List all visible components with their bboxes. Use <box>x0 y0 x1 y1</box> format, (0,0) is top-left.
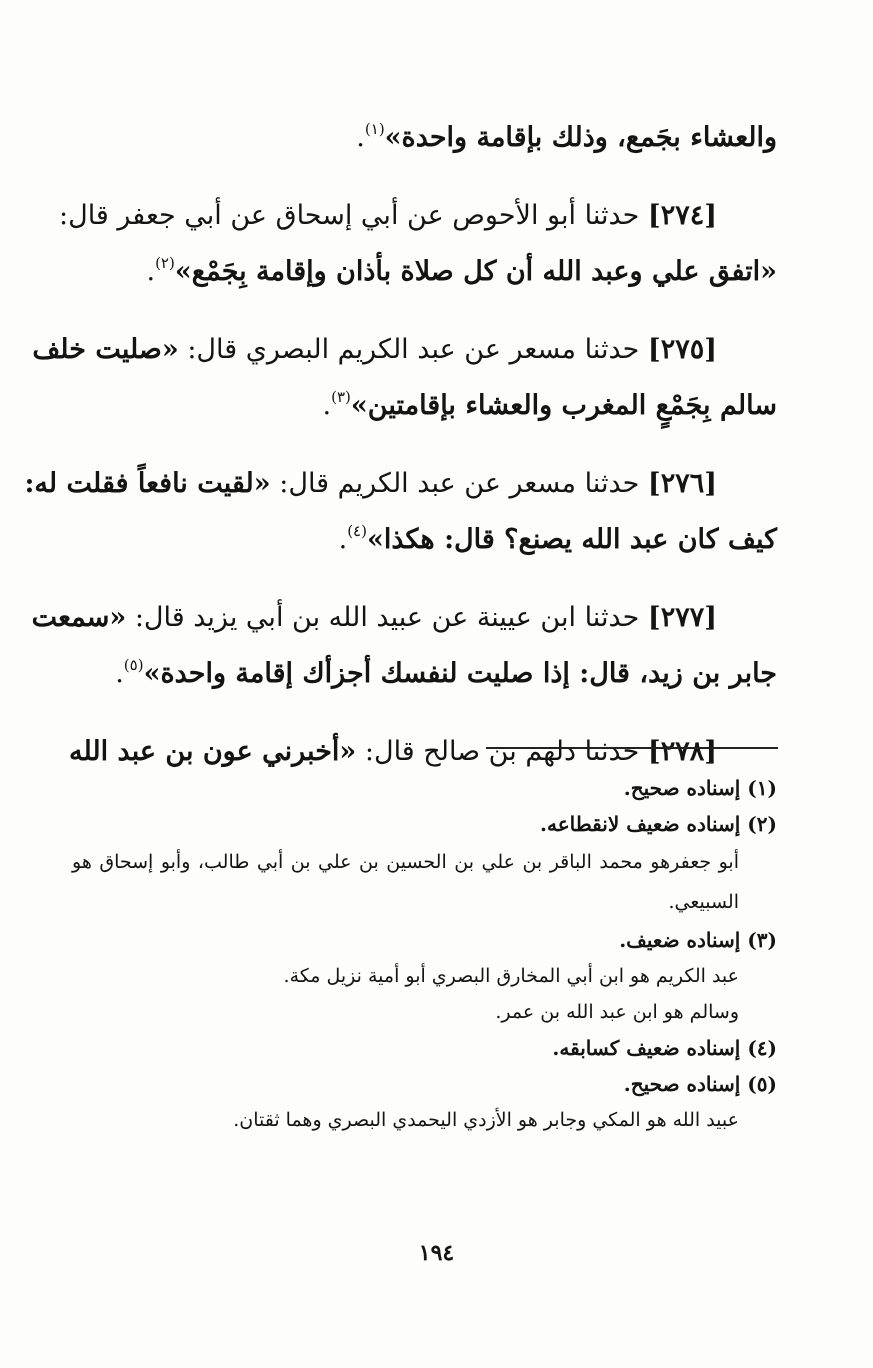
text-line <box>72 512 777 568</box>
bold-text: «لقيت نافعاً فقلت له: <box>24 468 271 499</box>
bold-text: «صليت خلف <box>32 334 179 365</box>
text: . <box>356 122 365 153</box>
footnote-ref: (٣) <box>331 388 351 406</box>
hadith-number: [٢٧٨] <box>647 736 717 767</box>
footnote-ref: (٤) <box>347 522 367 540</box>
hadith-number: [٢٧٤] <box>647 200 717 231</box>
paragraph-274 <box>58 188 777 300</box>
main-text <box>24 110 777 802</box>
footnote-3-detail: وسالم هو ابن عبد الله بن عمر. <box>495 1001 739 1023</box>
text-line <box>72 110 777 166</box>
text: . <box>115 658 124 689</box>
footnote-2: (٢) إسناده ضعيف لانقطاعه. <box>540 812 777 836</box>
footnote-5: (٥) إسناده صحيح. <box>623 1072 777 1096</box>
hadith-number: [٢٧٧] <box>647 602 717 633</box>
text: حدثنا مسعر عن عبد الكريم البصري قال: <box>178 334 648 365</box>
footnote-2-detail: أبو جعفرهو محمد الباقر بن علي بن الحسين بن علي بن أبي طالب، وأبو إسحاق هو السبيعي. <box>72 851 739 913</box>
text-line <box>31 590 777 646</box>
footnote-ref: (١) <box>364 120 385 138</box>
text-line <box>32 322 777 378</box>
text-line <box>72 378 777 434</box>
text: حدثنا أبو الأحوص عن أبي إسحاق عن أبي جعفر قال: <box>58 200 648 231</box>
text-line <box>58 188 777 244</box>
text: حدثنا ابن عيينة عن عبيد الله بن أبي يزيد قال: <box>126 602 648 633</box>
footnote-divider <box>486 747 778 749</box>
hadith-number: [٢٧٦] <box>647 468 717 499</box>
bold-text: جابر بن زيد، قال: إذا صليت لنفسك أجزأك إقامة واحدة» <box>143 658 777 689</box>
paragraph-275 <box>32 322 777 434</box>
bold-text: سالم بِجَمْعٍ المغرب والعشاء بإقامتين» <box>350 390 777 421</box>
bold-text: «أخبرني عون بن عبد الله <box>69 736 357 767</box>
footnote-4: (٤) إسناده ضعيف كسابقه. <box>552 1036 777 1060</box>
footnote-1: (١) إسناده صحيح. <box>623 776 777 800</box>
hadith-number: [٢٧٥] <box>647 334 717 365</box>
bold-text: والعشاء بجَمع، وذلك بإقامة واحدة» <box>384 122 777 153</box>
text: . <box>146 256 156 287</box>
bold-text: كيف كان عبد الله يصنع؟ قال: هكذا» <box>366 524 777 555</box>
page-number: ١٩٤ <box>418 1240 455 1266</box>
paragraph-continuation <box>72 110 777 166</box>
text-line <box>24 456 777 512</box>
text: حدثنا دلهم بن صالح قال: <box>356 736 648 767</box>
footnote-5-detail: عبيد الله هو المكي وجابر هو الأزدي اليحمدي البصري وهما ثقتان. <box>233 1109 739 1131</box>
text: . <box>338 524 348 555</box>
footnotes <box>72 770 777 1138</box>
footnote-ref: (٥) <box>123 656 144 674</box>
footnote-ref: (٢) <box>155 254 175 272</box>
bold-text: «اتفق علي وعبد الله أن كل صلاة بأذان وإقامة بِجَمْع» <box>174 256 777 287</box>
text-line <box>72 646 777 702</box>
text-line <box>72 244 777 300</box>
text: حدثنا مسعر عن عبد الكريم قال: <box>270 468 648 499</box>
paragraph-276 <box>24 456 777 568</box>
footnote-3-detail: عبد الكريم هو ابن أبي المخارق البصري أبو أمية نزيل مكة. <box>283 965 739 987</box>
bold-text: «سمعت <box>31 602 127 633</box>
footnote-3: (٣) إسناده ضعيف. <box>619 928 777 952</box>
text: . <box>322 390 332 421</box>
paragraph-277 <box>31 590 777 702</box>
